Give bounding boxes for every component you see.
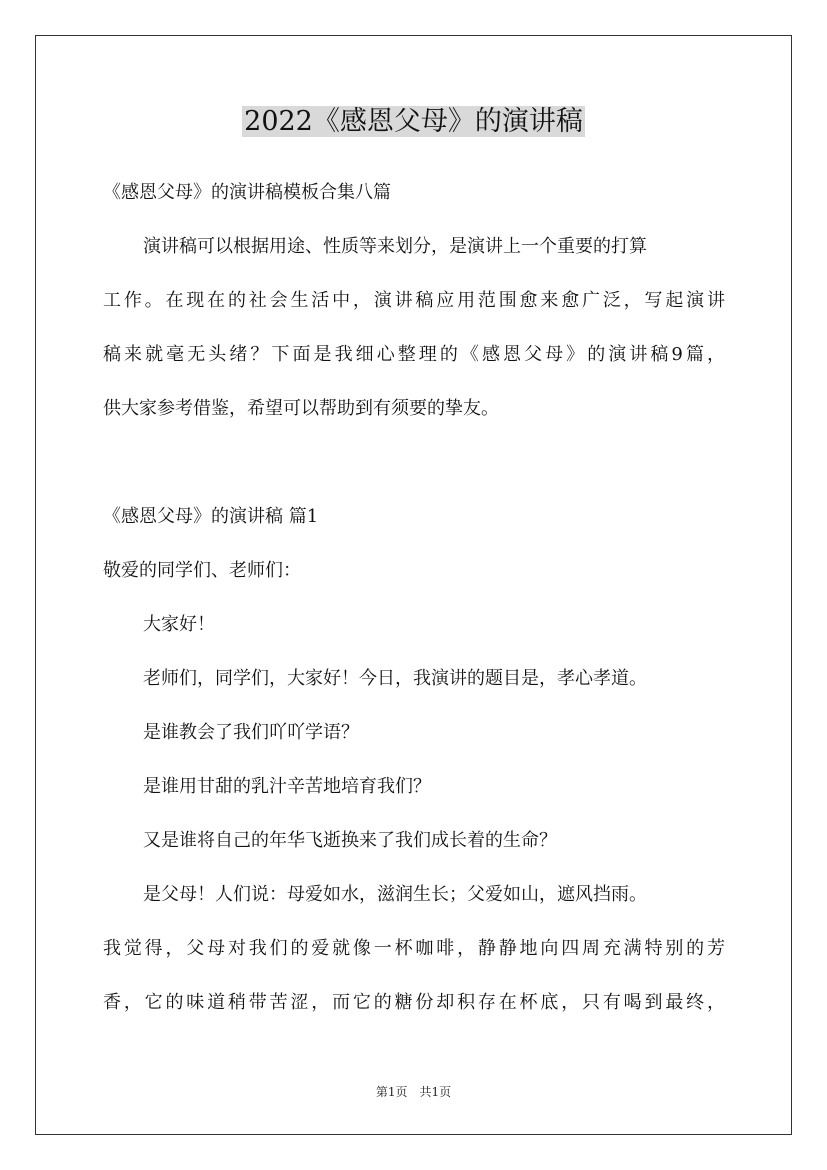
- page-footer: [0, 1084, 827, 1100]
- salutation: 敬爱的同学们、老师们：: [103, 560, 301, 581]
- page-total: 共1页: [419, 1085, 452, 1099]
- body-line-2: 老师们，同学们，大家好！今日，我演讲的题目是，孝心孝道。: [143, 668, 647, 689]
- body-line-8: 香，它的味道稍带苦涩，而它的糖份却积存在杯底，只有喝到最终，: [103, 992, 725, 1013]
- intro-line-3: 稿来就毫无头绪？下面是我细心整理的《感恩父母》的演讲稿9篇，: [103, 344, 725, 365]
- intro-line-4: 供大家参考借鉴，希望可以帮助到有须要的挚友。: [103, 398, 499, 419]
- document-subtitle: 《感恩父母》的演讲稿模板合集八篇: [103, 182, 391, 203]
- document-title: [0, 102, 827, 142]
- document-title-text: 2022《感恩父母》的演讲稿: [244, 106, 583, 137]
- intro-line-1: 演讲稿可以根据用途、性质等来划分，是演讲上一个重要的打算: [143, 236, 647, 257]
- page-number: 第1页: [375, 1085, 408, 1099]
- body-line-5: 又是谁将自己的年华飞逝换来了我们成长着的生命？: [143, 830, 557, 851]
- body-line-6: 是父母！人们说：母爱如水，滋润生长；父爱如山，遮风挡雨。: [143, 884, 647, 905]
- intro-line-2: 工作。在现在的社会生活中，演讲稿应用范围愈来愈广泛，写起演讲: [103, 290, 725, 311]
- section-heading: 《感恩父母》的演讲稿 篇1: [103, 506, 319, 527]
- body-line-4: 是谁用甘甜的乳汁辛苦地培育我们？: [143, 776, 431, 797]
- body-line-3: 是谁教会了我们吖吖学语？: [143, 722, 359, 743]
- body-line-1: 大家好！: [143, 614, 215, 635]
- body-line-7: 我觉得，父母对我们的爱就像一杯咖啡，静静地向四周充满特别的芳: [103, 938, 725, 959]
